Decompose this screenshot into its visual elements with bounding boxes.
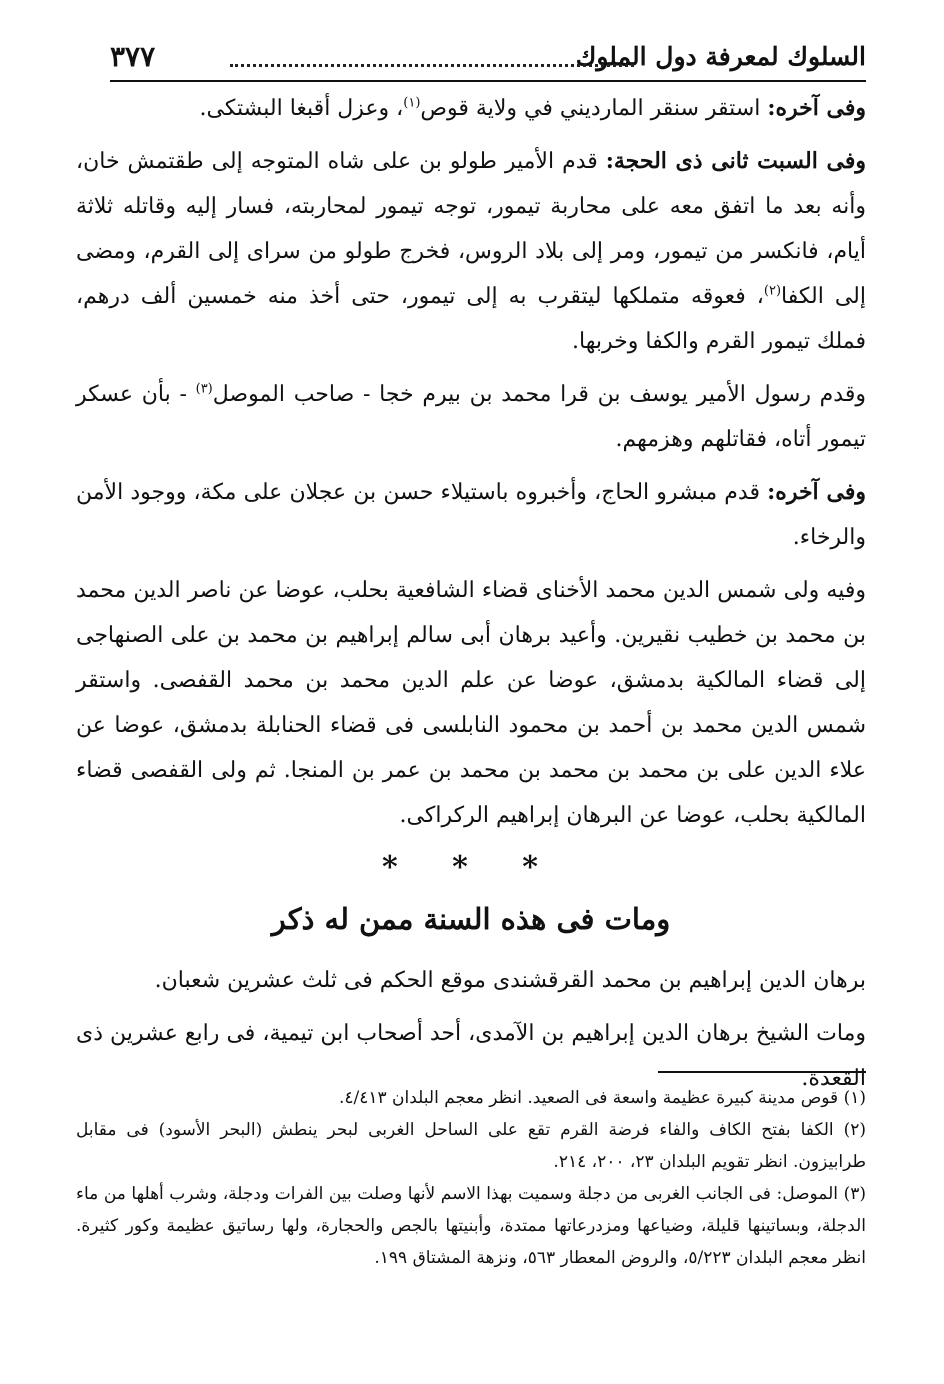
footnote-divider xyxy=(658,1071,866,1073)
paragraph-text: قدم الأمير طولو بن على شاه المتوجه إلى طقتمش خان، وأنه بعد ما اتفق معه على محاربة تيمور، توجه تيمور لمحاربته، فسار إليه وقاتله ثلاثة أيام، فانكسر من تيمور، ومر إلى بلاد الروس، فخرج طولو من سراى إلى القرم، ومضى إلى الكفا xyxy=(76,149,866,309)
paragraph xyxy=(76,470,866,560)
paragraph xyxy=(76,139,866,364)
footnote: (٢) الكفا بفتح الكاف والفاء فرضة القرم تقع على الساحل الغربى لبحر ينطش (البحر الأسود) فى مقابل طرابيزون. انظر تقويم البلدان ٢٣، ٢٠٠، ٢١٤. xyxy=(76,1120,866,1172)
paragraph-text: قدم مبشرو الحاج، وأخبروه باستيلاء حسن بن عجلان على مكة، ووجود الأمن والرخاء. xyxy=(76,480,866,550)
paragraph-tail: ، وعزل أقبغا البشتكى. xyxy=(199,96,404,121)
footnote-ref: (٣) xyxy=(195,381,213,397)
paragraph-lead: وفى السبت ثانى ذى الحجة: xyxy=(605,148,867,174)
paragraph-lead: وفى آخره: xyxy=(767,95,866,121)
page-number: ٣٧٧ xyxy=(110,40,156,73)
footnote-ref: (٢) xyxy=(763,283,782,299)
dotted-leader xyxy=(230,64,634,67)
main-text xyxy=(76,86,866,1109)
paragraph xyxy=(76,372,866,462)
paragraph xyxy=(76,86,866,131)
paragraph-tail: - بأن عسكر تيمور أتاه، فقاتلهم وهزمهم. xyxy=(76,382,866,452)
obituary-paragraph: برهان الدين إبراهيم بن محمد القرقشندى موقع الحكم فى ثلث عشرين شعبان. xyxy=(154,968,866,993)
paragraph-text: وقدم رسول الأمير يوسف بن قرا محمد بن بيرم خجا - صاحب الموصل xyxy=(212,382,866,407)
footnote: (٣) الموصل: فى الجانب الغربى من دجلة وسميت بهذا الاسم لأنها وصلت بين الفرات ودجلة، وشرب أهلها من ماء الدجلة، وبساتينها قليلة، وضياعها ومزدرعاتها ممتدة، وأبنيتها بالجص والحجارة، ولها رساتيق عظيمة وكور كثيرة. انظر معجم البلدان ٥/٢٢٣، والروض المعطار ٥٦٣، ونزهة المشتاق ١٩٩. xyxy=(76,1184,866,1268)
paragraph xyxy=(76,568,866,838)
running-title: السلوك لمعرفة دول الملوك xyxy=(575,42,866,71)
footnote-ref: (١) xyxy=(403,95,421,111)
paragraph-text: استقر سنقر المارديني في ولاية قوص xyxy=(420,96,768,121)
obituary-paragraph: ومات الشيخ برهان الدين إبراهيم بن الآمدى، أحد أصحاب ابن تيمية، فى رابع عشرين ذى القعدة. xyxy=(76,1021,866,1091)
paragraph-text: وفيه ولى شمس الدين محمد الأخناى قضاء الشافعية بحلب، عوضا عن ناصر الدين محمد بن محمد بن خطيب نقيرين. وأعيد برهان أبى سالم إبراهيم بن محمد بن على الصنهاجى إلى قضاء المالكية بدمشق، عوضا عن علم الدين محمد بن محمد القفصى. واستقر شمس الدين محمد بن أحمد بن محمود النابلسى فى قضاء الحنابلة بدمشق، عوضا عن علاء الدين على بن محمد بن محمد بن محمد بن عمر بن المنجا. ثم ولى القفصى قضاء المالكية بحلب، عوضا عن البرهان إبراهيم الركراكى. xyxy=(76,578,866,828)
paragraph-lead: وفى آخره: xyxy=(767,479,866,505)
footnote: (١) قوص مدينة كبيرة عظيمة واسعة فى الصعيد. انظر معجم البلدان ٤/٤١٣. xyxy=(338,1088,866,1108)
section-heading: ومات فى هذه السنة ممن له ذكر xyxy=(271,902,671,936)
footnotes xyxy=(76,1082,866,1274)
page-header xyxy=(110,40,866,82)
paragraph-tail: ، فعوقه متملكها ليتقرب به إلى تيمور، حتى أخذ منه خمسين ألف درهم، فملك تيمور القرم والكفا وخربها. xyxy=(76,284,866,354)
section-separator: * * * xyxy=(382,850,560,885)
